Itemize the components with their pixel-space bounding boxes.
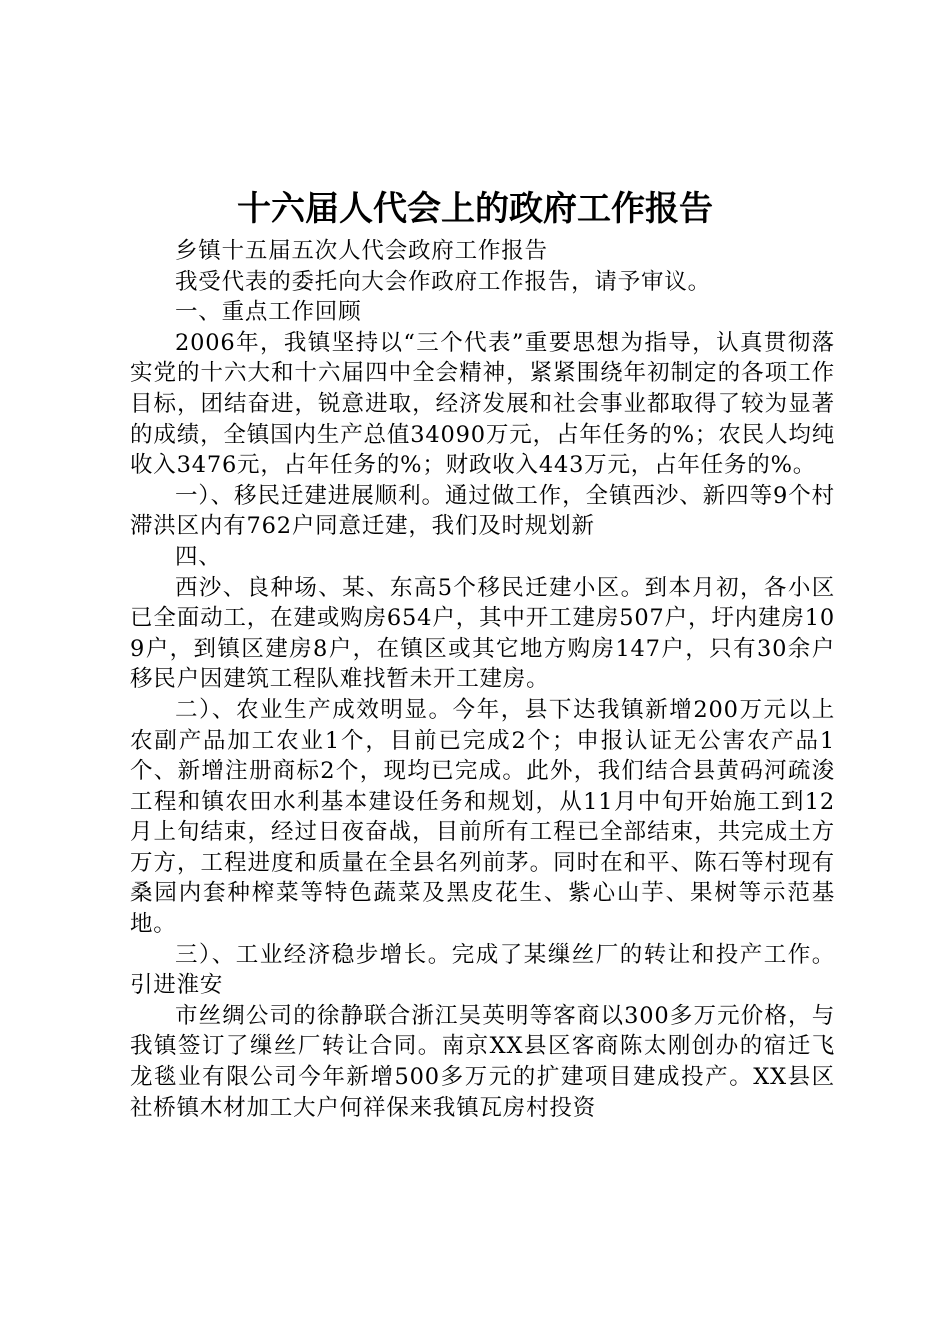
intro-paragraph: 我受代表的委托向大会作政府工作报告，请予审议。 bbox=[175, 268, 711, 295]
overview-paragraph: 2006年，我镇坚持以“三个代表”重要思想为指导，认真贯彻落实党的十六大和十六届四中全会精神，紧紧围绕年初制定的各项工作目标，团结奋进，锐意进取，经济发展和社会事业都取得了较为显著的成绩，全镇国内生产总值34090万元，占年任务的%；农民人均纯收入3476元，占年任务的%；财政收入443万元，占年任务的%。 bbox=[130, 329, 835, 479]
industry-continued-paragraph: 市丝绸公司的徐静联合浙江吴英明等客商以300多万元价格，与我镇签订了缫丝厂转让合同。南京XX县区客商陈太刚创办的宿迁飞龙毯业有限公司今年新增500多万元的扩建项目建成投产。XX县区社桥镇木材加工大户何祥保来我镇瓦房村投资 bbox=[130, 1002, 835, 1121]
migration-paragraph: 一）、移民迁建进展顺利。通过做工作，全镇西沙、新四等9个村滞洪区内有762户同意迁建，我们及时规划新 bbox=[130, 482, 835, 540]
fragment-paragraph: 四、 bbox=[175, 543, 222, 570]
document-title: 十六届人代会上的政府工作报告 bbox=[237, 189, 713, 229]
agriculture-paragraph: 二）、农业生产成效明显。今年，县下达我镇新增200万元以上农副产品加工农业1个，目前已完成2个；申报认证无公害农产品1个、新增注册商标2个，现均已完成。此外，我们结合县黄码河疏浚工程和镇农田水利基本建设任务和规划，从11月中旬开始施工到12月上旬结束，经过日夜奋战，目前所有工程已全部结束，共完成土方万方，工程进度和质量在全县名列前茅。同时在和平、陈石等村现有桑园内套种榨菜等特色蔬菜及黑皮花生、紫心山芋、果树等示范基地。 bbox=[130, 696, 835, 938]
section-heading: 一、重点工作回顾 bbox=[175, 299, 362, 326]
document-body bbox=[130, 236, 835, 1123]
industry-paragraph: 三）、工业经济稳步增长。完成了某缫丝厂的转让和投产工作。引进淮安 bbox=[130, 941, 835, 999]
migration-continued-paragraph: 西沙、良种场、某、东高5个移民迁建小区。到本月初，各小区已全面动工，在建或购房654户，其中开工建房507户，圩内建房109户，到镇区建房8户，在镇区或其它地方购房147户，只有30余户移民户因建筑工程队难找暂未开工建房。 bbox=[130, 574, 835, 693]
subtitle-paragraph: 乡镇十五届五次人代会政府工作报告 bbox=[175, 238, 548, 264]
